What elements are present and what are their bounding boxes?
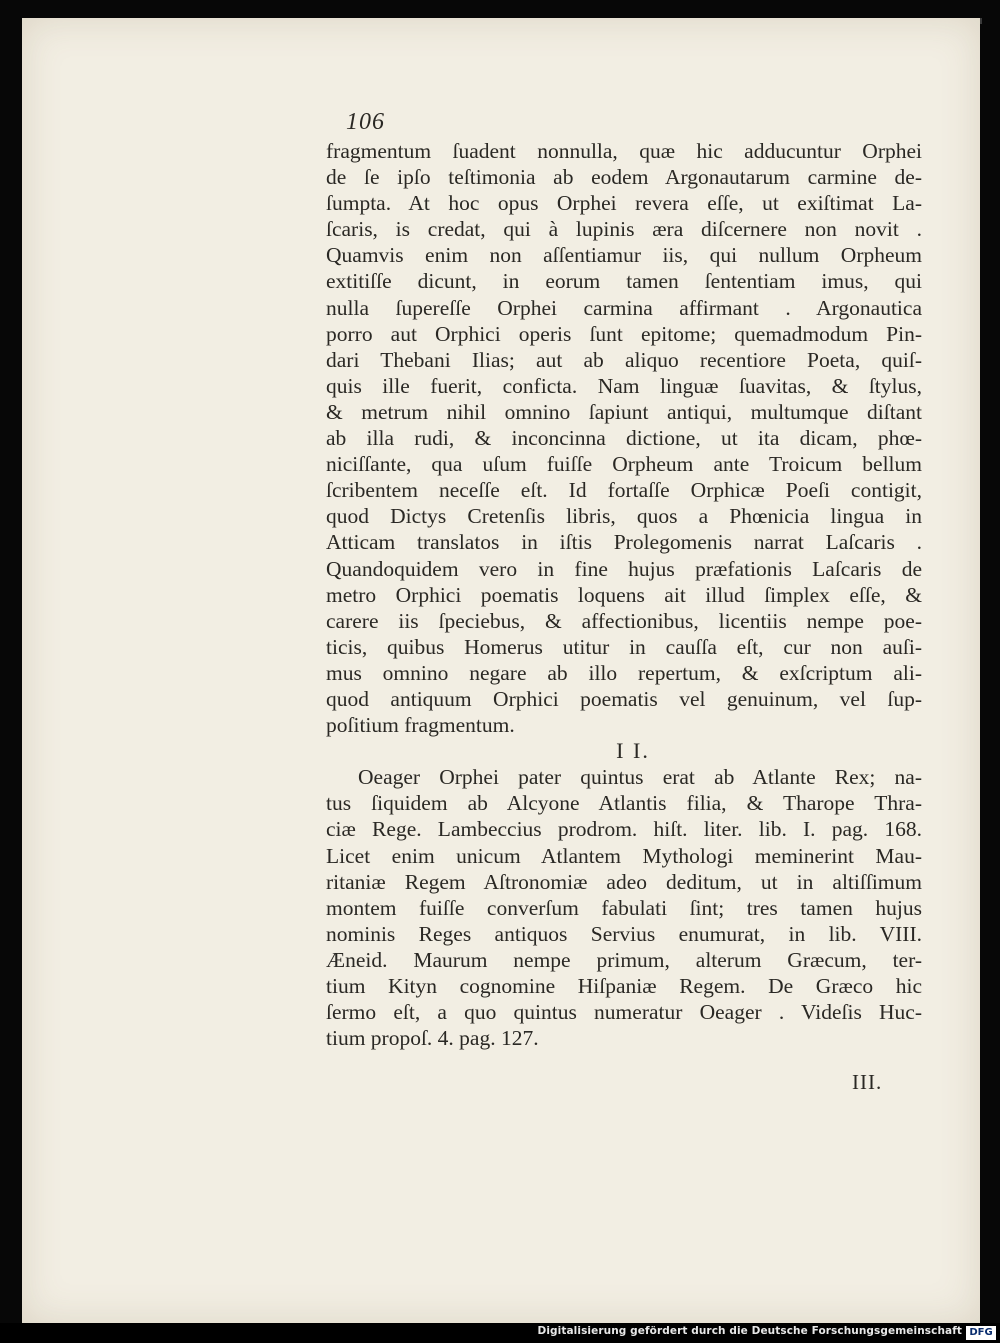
text-line: niciſſante, qua uſum fuiſſe Orpheum ante Troicum bellum (326, 452, 922, 477)
paragraph-1 (326, 138, 922, 738)
footer-credit: Digitalisierung gefördert durch die Deutsche Forschungsgemeinschaft (537, 1325, 962, 1337)
text-line: ſermo eſt, a quo quintus numeratur Oeager . Videſis Huc- (326, 1000, 922, 1025)
text-line: & metrum nihil omnino ſapiunt antiqui, multumque diſtant (326, 399, 922, 424)
text-line: extitiſſe dicunt, in eorum tamen ſententiam imus, qui (326, 269, 922, 294)
text-line: metro Orphici poematis loquens ait illud ſimplex eſſe, & (326, 582, 922, 607)
paragraph-2 (326, 764, 922, 1051)
dfg-logo-icon: DFG (966, 1326, 996, 1340)
text-line: ab illa rudi, & inconcinna dictione, ut ita dicam, phœ- (326, 426, 922, 451)
text-line: ſumpta. At hoc opus Orphei revera eſſe, ut exiſtimat La- (326, 191, 922, 216)
text-line: ritaniæ Regem Aſtronomiæ adeo deditum, ut in altiſſimum (326, 869, 922, 894)
text-line: fragmentum ſuadent nonnulla, quæ hic adducuntur Orphei (326, 139, 922, 163)
text-line: porro aut Orphici operis ſunt epitome; quemadmodum Pin- (326, 321, 922, 346)
text-line: tium Kityn cognomine Hiſpaniæ Regem. De Græco hic (326, 974, 922, 998)
text-line: dari Thebani Ilias; aut ab aliquo recentiore Poeta, quiſ- (326, 347, 922, 372)
text-line: ſcaris, is credat, qui à lupinis æra diſcernere non novit . (326, 217, 922, 242)
text-line: montem fuiſſe converſum fabulati ſint; tres tamen hujus (326, 895, 922, 920)
text-line: quis ille fuerit, confictа. Nam linguæ ſuavitas, & ſtylus, (326, 373, 922, 398)
text-line: ticis, quibus Homerus utitur in cauſſa eſt, cur non auſi- (326, 634, 922, 659)
text-line: quod antiquum Orphici poematis vel genuinum, vel ſup- (326, 686, 922, 711)
text-line: Quamvis enim non aſſentiamur iis, qui nullum Orpheum (326, 243, 922, 268)
text-line: nulla ſupereſſe Orphei carmina affirmant . Argonautica (326, 295, 922, 320)
text-line: tus ſiquidem ab Alcyone Atlantis filia, & Tharope Thra- (326, 791, 922, 816)
text-line: Licet enim unicum Atlantem Mythologi meminerint Mau- (326, 843, 922, 868)
footer-bar (0, 1323, 1000, 1343)
text-line: poſitium fragmentum. (326, 713, 515, 738)
section-heading: I I. (616, 738, 650, 764)
text-line: mus omnino negare ab illo repertum, & exſcriptum ali- (326, 660, 922, 685)
text-line: Atticam translatos in iſtis Prolegomenis narrat Laſcaris . (326, 530, 922, 555)
text-line: quod Dictys Cretenſis libris, quos a Phœnicia lingua in (326, 504, 922, 529)
text-line: de ſe ipſo teſtimonia ab eodem Argonautarum carmine de- (326, 165, 922, 190)
text-line: ciæ Rege. Lambeccius prodrom. hiſt. liter. lib. I. pag. 168. (326, 817, 922, 842)
text-line: Quandoquidem vero in fine hujus præfationis Laſcaris de (326, 556, 922, 581)
text-line: ſcribentem neceſſe eſt. Id fortaſſe Orphicæ Poeſi contigit, (326, 478, 922, 503)
text-block (326, 138, 922, 1051)
text-line: Oeager Orphei pater quintus erat ab Atlante Rex; na- (358, 765, 922, 790)
catchword: III. (852, 1070, 883, 1094)
scan-mark (980, 18, 982, 24)
text-line: carere iis ſpeciebus, & affectionibus, licentiis nempe poe- (326, 608, 922, 633)
text-line: Æneid. Maurum nempe primum, alterum Græcum, ter- (326, 947, 922, 972)
text-line: tium propoſ. 4. pag. 127. (326, 1026, 539, 1051)
page-number: 106 (346, 109, 385, 135)
text-line: nominis Reges antiquos Servius enumurat, in lib. VIII. (326, 921, 922, 946)
